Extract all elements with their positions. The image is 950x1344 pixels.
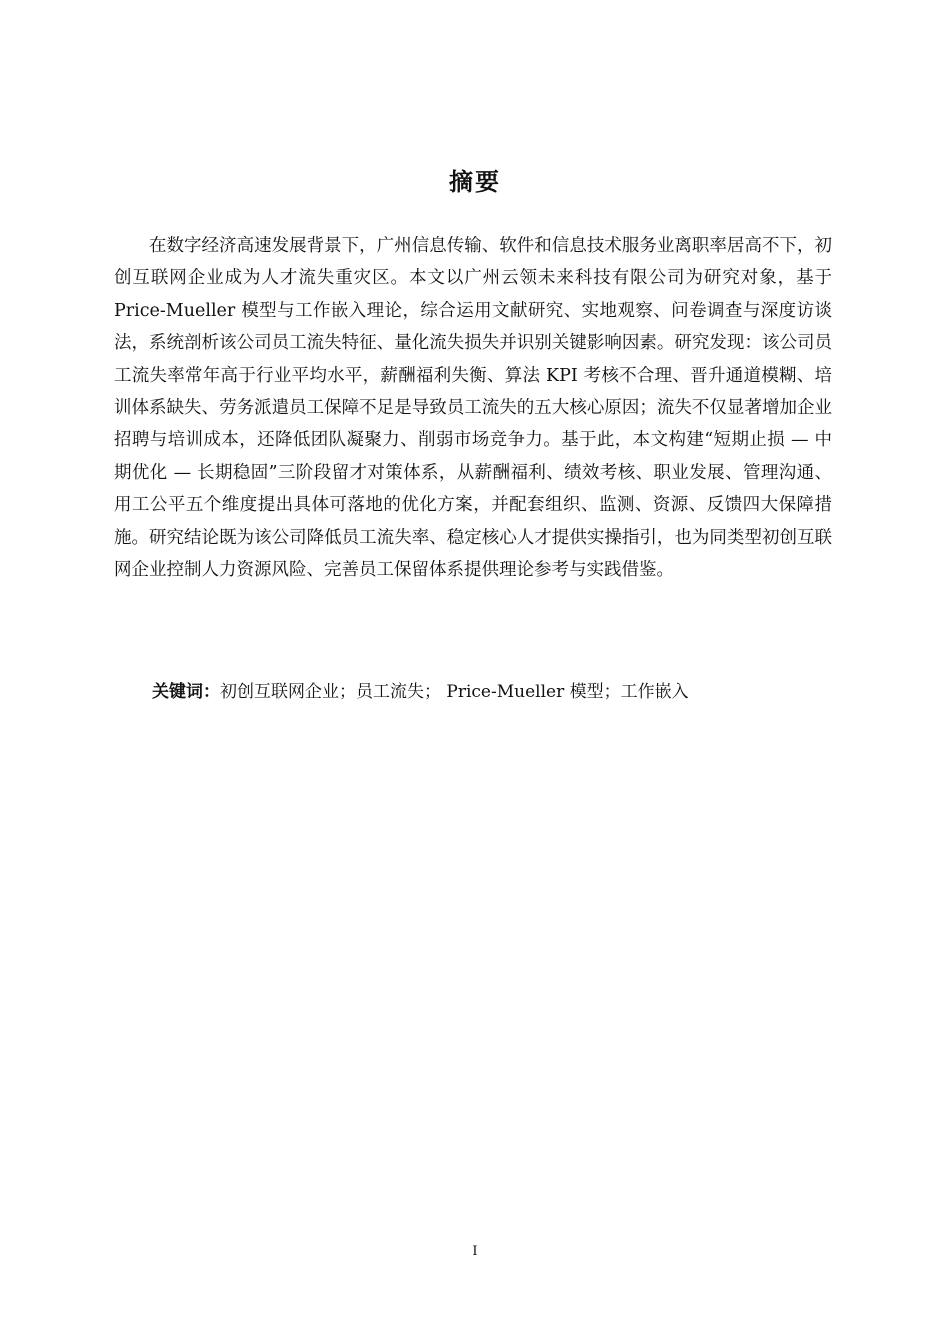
page-number: I [472,1244,478,1259]
keywords-text: 初创互联网企业；员工流失； Price-Mueller 模型；工作嵌入 [220,682,689,702]
keywords-line [152,676,832,708]
abstract-title: 摘要 [449,168,501,196]
keywords-label: 关键词： [152,682,220,702]
abstract-paragraph: 在数字经济高速发展背景下，广州信息传输、软件和信息技术服务业离职率居高不下，初创互联网企业成为人才流失重灾区。本文以广州云领未来科技有限公司为研究对象，基于Price-Mueller 模型与工作嵌入理论，综合运用文献研究、实地观察、问卷调查与深度访谈法，系统剖析该公司员工流失特征、量化流失损失并识别关键影响因素。研究发现：该公司员工流失率常年高于行业平均水平，薪酬福利失衡、算法 KPI 考核不合理、晋升通道模糊、培训体系缺失、劳务派遣员工保障不足是导致员工流失的五大核心原因；流失不仅显著增加企业招聘与培训成本，还降低团队凝聚力、削弱市场竞争力。基于此，本文构建“短期止损 — 中期优化 — 长期稳固”三阶段留才对策体系，从薪酬福利、绩效考核、职业发展、管理沟通、用工公平五个维度提出具体可落地的优化方案，并配套组织、监测、资源、反馈四大保障措施。研究结论既为该公司降低员工流失率、稳定核心人才提供实操指引，也为同类型初创互联网企业控制人力资源风险、完善员工保留体系提供理论参考与实践借鉴。 [114,236,832,581]
